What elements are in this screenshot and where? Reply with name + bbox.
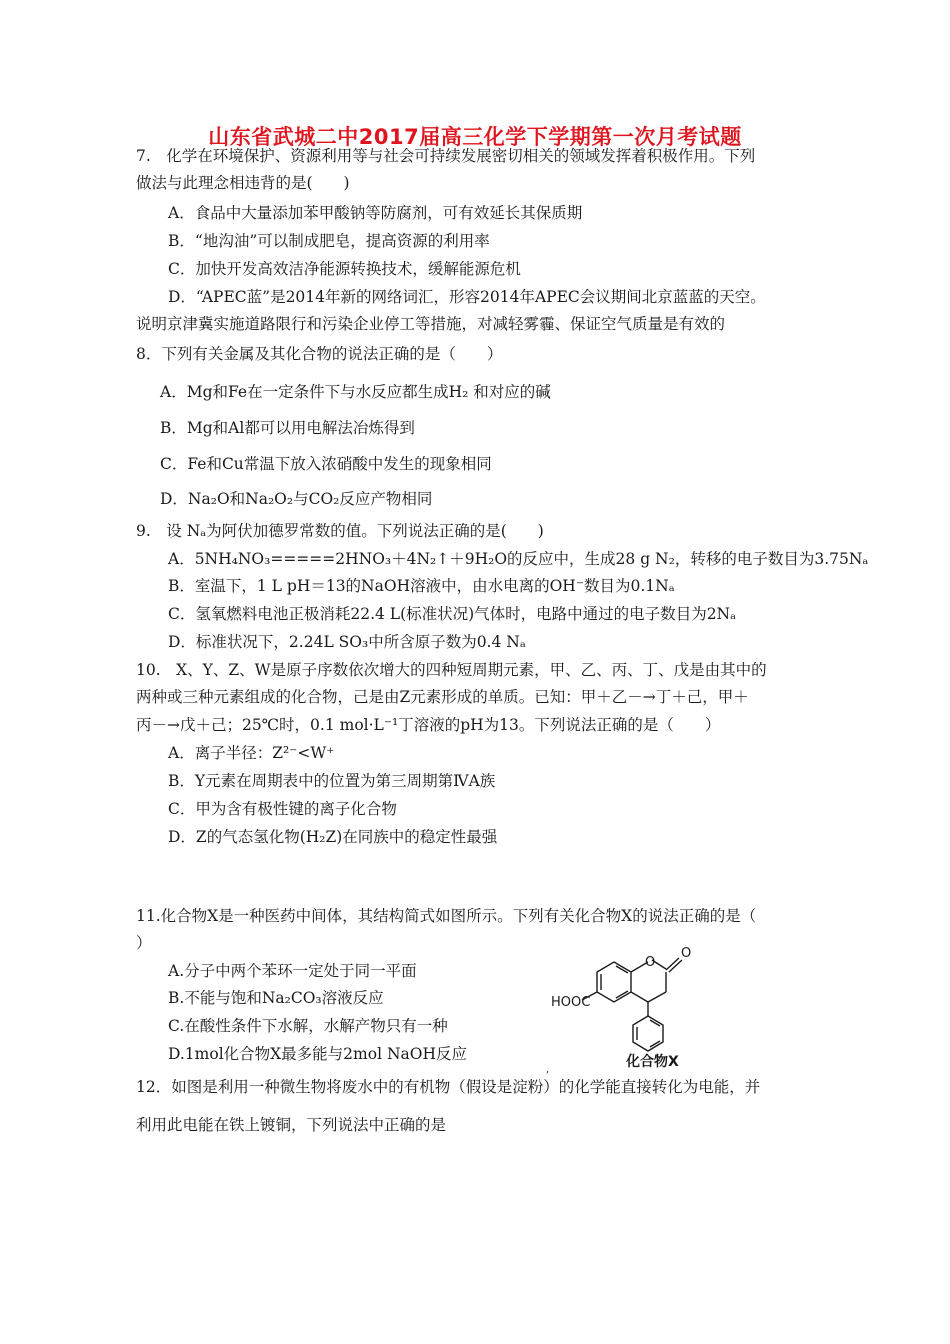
- q7-option-a: A．食品中大量添加苯甲酸钠等防腐剂，可有效延长其保质期: [168, 204, 583, 222]
- q7-option-b: B．“地沟油”可以制成肥皂，提高资源的利用率: [168, 232, 490, 250]
- q7-option-d-line1: D．“APEC蓝”是2014年新的网络词汇，形容2014年APEC会议期间北京蓝蓝的天空。: [168, 288, 766, 306]
- q9-option-a: A．5NH₄NO₃=====2HNO₃＋4N₂↑＋9H₂O的反应中，生成28 g N₂，转移的电子数目为3.75Nₐ: [168, 550, 869, 568]
- q10-option-a: A．离子半径：Z²⁻<W⁺: [168, 744, 335, 762]
- q10-option-c: C．甲为含有极性键的离子化合物: [168, 800, 397, 818]
- q7-stem-line2: 做法与此理念相违背的是( ): [136, 174, 350, 192]
- structure-bonds: [582, 958, 682, 1051]
- compound-x-structure: [548, 936, 728, 1070]
- carbonyl-oxygen-label: O: [681, 946, 692, 961]
- q8-option-c: C．Fe和Cu常温下放入浓硝酸中发生的现象相同: [160, 455, 492, 473]
- q8-option-a: A．Mg和Fe在一定条件下与水反应都生成H₂ 和对应的碱: [160, 383, 551, 401]
- q9-option-d: D．标准状况下，2.24L SO₃中所含原子数为0.4 Nₐ: [168, 633, 526, 651]
- q10-option-b: B．Y元素在周期表中的位置为第三周期第ⅣA族: [168, 772, 496, 790]
- q7-option-c: C．加快开发高效洁净能源转换技术，缓解能源危机: [168, 260, 521, 278]
- figure-caption: 化合物X: [626, 1054, 679, 1070]
- q8-stem: 8．下列有关金属及其化合物的说法正确的是（ ）: [136, 345, 503, 363]
- q11-stem-line1: 11.化合物X是一种医药中间体，其结构简式如图所示。下列有关化合物X的说法正确的是（: [136, 907, 757, 925]
- q12-stem-line1: 12．如图是利用一种微生物将废水中的有机物（假设是淀粉）的化学能直接转化为电能，并: [136, 1078, 761, 1096]
- q11-option-b: B.不能与饱和Na₂CO₃溶液反应: [168, 989, 384, 1007]
- q9-option-c: C．氢氧燃料电池正极消耗22.4 L(标准状况)气体时，电路中通过的电子数目为2Nₐ: [168, 605, 737, 623]
- q10-stem-line3: 丙－→戊＋己；25℃时，0.1 mol·L⁻¹丁溶液的pH为13。下列说法正确的是（ ）: [136, 716, 721, 734]
- q10-stem-line2: 两种或三种元素组成的化合物，己是由Z元素形成的单质。已知：甲＋乙－→丁＋己，甲＋: [136, 688, 749, 706]
- q8-option-b: B．Mg和Al都可以用电解法冶炼得到: [160, 419, 415, 437]
- q8-option-d: D．Na₂O和Na₂O₂与CO₂反应产物相同: [160, 490, 433, 508]
- stray-mark: ,: [546, 1064, 550, 1075]
- q7-stem-line1: 7. 化学在环境保护、资源利用等与社会可持续发展密切相关的领域发挥着积极作用。下列: [136, 147, 756, 165]
- q10-stem-line1: 10. X、Y、Z、W是原子序数依次增大的四种短周期元素，甲、乙、丙、丁、戊是由其中的: [136, 661, 767, 679]
- ring-oxygen-label: O: [645, 955, 656, 970]
- hooc-label: HOOC: [551, 995, 591, 1010]
- q11-option-d: D.1mol化合物X最多能与2mol NaOH反应: [168, 1045, 467, 1063]
- q9-option-b: B．室温下，1 L pH＝13的NaOH溶液中，由水电离的OH⁻数目为0.1Nₐ: [168, 577, 675, 595]
- q9-stem: 9. 设 Nₐ为阿伏加德罗常数的值。下列说法正确的是( ): [136, 522, 544, 540]
- q12-stem-line2: 利用此电能在铁上镀铜，下列说法中正确的是: [136, 1116, 447, 1134]
- q10-option-d: D．Z的气态氢化物(H₂Z)在同族中的稳定性最强: [168, 828, 498, 846]
- q11-option-c: C.在酸性条件下水解，水解产物只有一种: [168, 1017, 448, 1035]
- q11-option-a: A.分子中两个苯环一定处于同一平面: [168, 962, 417, 980]
- page-title: 山东省武城二中2017届高三化学下学期第一次月考试题: [208, 125, 742, 149]
- q11-stem-line2: ）: [136, 934, 152, 952]
- q7-option-d-line2: 说明京津冀实施道路限行和污染企业停工等措施，对减轻雾霾、保证空气质量是有效的: [136, 315, 726, 333]
